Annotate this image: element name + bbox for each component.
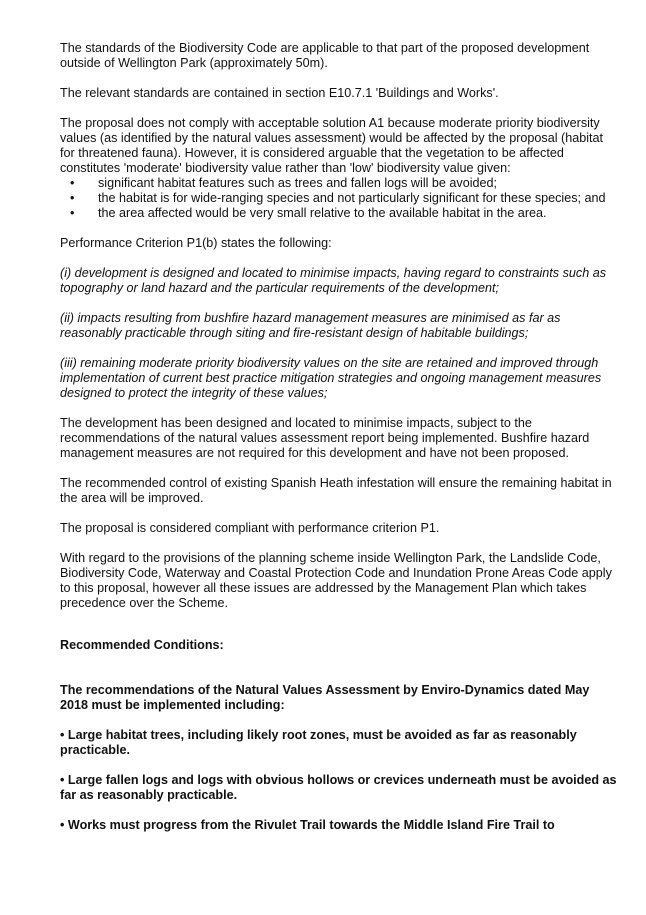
bullet-item — [60, 206, 620, 221]
paragraph-relevant-standards: The relevant standards are contained in section E10.7.1 'Buildings and Works'. — [60, 86, 499, 100]
paragraph-development-design: The development has been designed and located to minimise impacts, subject to the recommendations of the natural values assessment report being implemented. Bushfire hazard management measures are not required for this development and have not been proposed. — [60, 416, 590, 460]
condition-item: • Large habitat trees, including likely root zones, must be avoided as far as reasonably practicable. — [60, 728, 577, 757]
condition-item: • Works must progress from the Rivulet Trail towards the Middle Island Fire Trail to — [60, 818, 555, 832]
bullet-text: significant habitat features such as trees and fallen logs will be avoided; — [98, 176, 498, 190]
paragraph-compliance: The proposal is considered compliant with performance criterion P1. — [60, 521, 440, 535]
bullet-text: the habitat is for wide-ranging species and not particularly significant for these species; and — [98, 191, 606, 205]
conditions-heading: Recommended Conditions: — [60, 638, 224, 652]
criterion-item-i: (i) development is designed and located to minimise impacts, having regard to constraints such as topography or land hazard and the particular requirements of the development; — [60, 266, 607, 295]
condition-item: • Large fallen logs and logs with obvious hollows or crevices underneath must be avoided as far as reasonably practicable. — [60, 773, 617, 802]
bullet-list — [60, 176, 620, 221]
criterion-item-ii: (ii) impacts resulting from bushfire hazard management measures are minimised as far as reasonably practicable through siting and fire-resistant design of habitable buildings; — [60, 311, 561, 340]
bullet-item — [60, 191, 620, 206]
document-page — [60, 41, 620, 848]
bullet-icon: • — [70, 191, 75, 205]
bullet-icon: • — [70, 206, 75, 220]
paragraph-spanish-heath: The recommended control of existing Spanish Heath infestation will ensure the remaining habitat in the area will be improved. — [60, 476, 612, 505]
recommended-conditions-section — [60, 638, 620, 833]
paragraph-wellington-park: With regard to the provisions of the planning scheme inside Wellington Park, the Landslide Code, Biodiversity Code, Waterway and Coastal Protection Code and Inundation Prone Areas Code apply to this proposal, however all these issues are addressed by the Management Plan which takes precedence over the Scheme. — [60, 551, 612, 610]
bullet-item — [60, 176, 620, 191]
bullet-text: the area affected would be very small relative to the available habitat in the area. — [98, 206, 547, 220]
conditions-intro: The recommendations of the Natural Values Assessment by Enviro-Dynamics dated May 2018 must be implemented including: — [60, 683, 590, 712]
bullet-icon: • — [70, 176, 75, 190]
criterion-item-iii: (iii) remaining moderate priority biodiversity values on the site are retained and improved through implementation of current best practice mitigation strategies and ongoing management measures designed to protect the integrity of these values; — [60, 356, 602, 400]
paragraph-acceptable-solution: The proposal does not comply with acceptable solution A1 because moderate priority biodiversity values (as identified by the natural values assessment) would be affected by the proposal (habitat for threatened fauna). However, it is considered arguable that the vegetation to be affected constitutes 'moderate' biodiversity value rather than 'low' biodiversity value given: — [60, 116, 604, 175]
paragraph-biodiversity-standards: The standards of the Biodiversity Code are applicable to that part of the proposed development outside of Wellington Park (approximately 50m). — [60, 41, 590, 70]
paragraph-performance-criterion: Performance Criterion P1(b) states the following: — [60, 236, 332, 250]
